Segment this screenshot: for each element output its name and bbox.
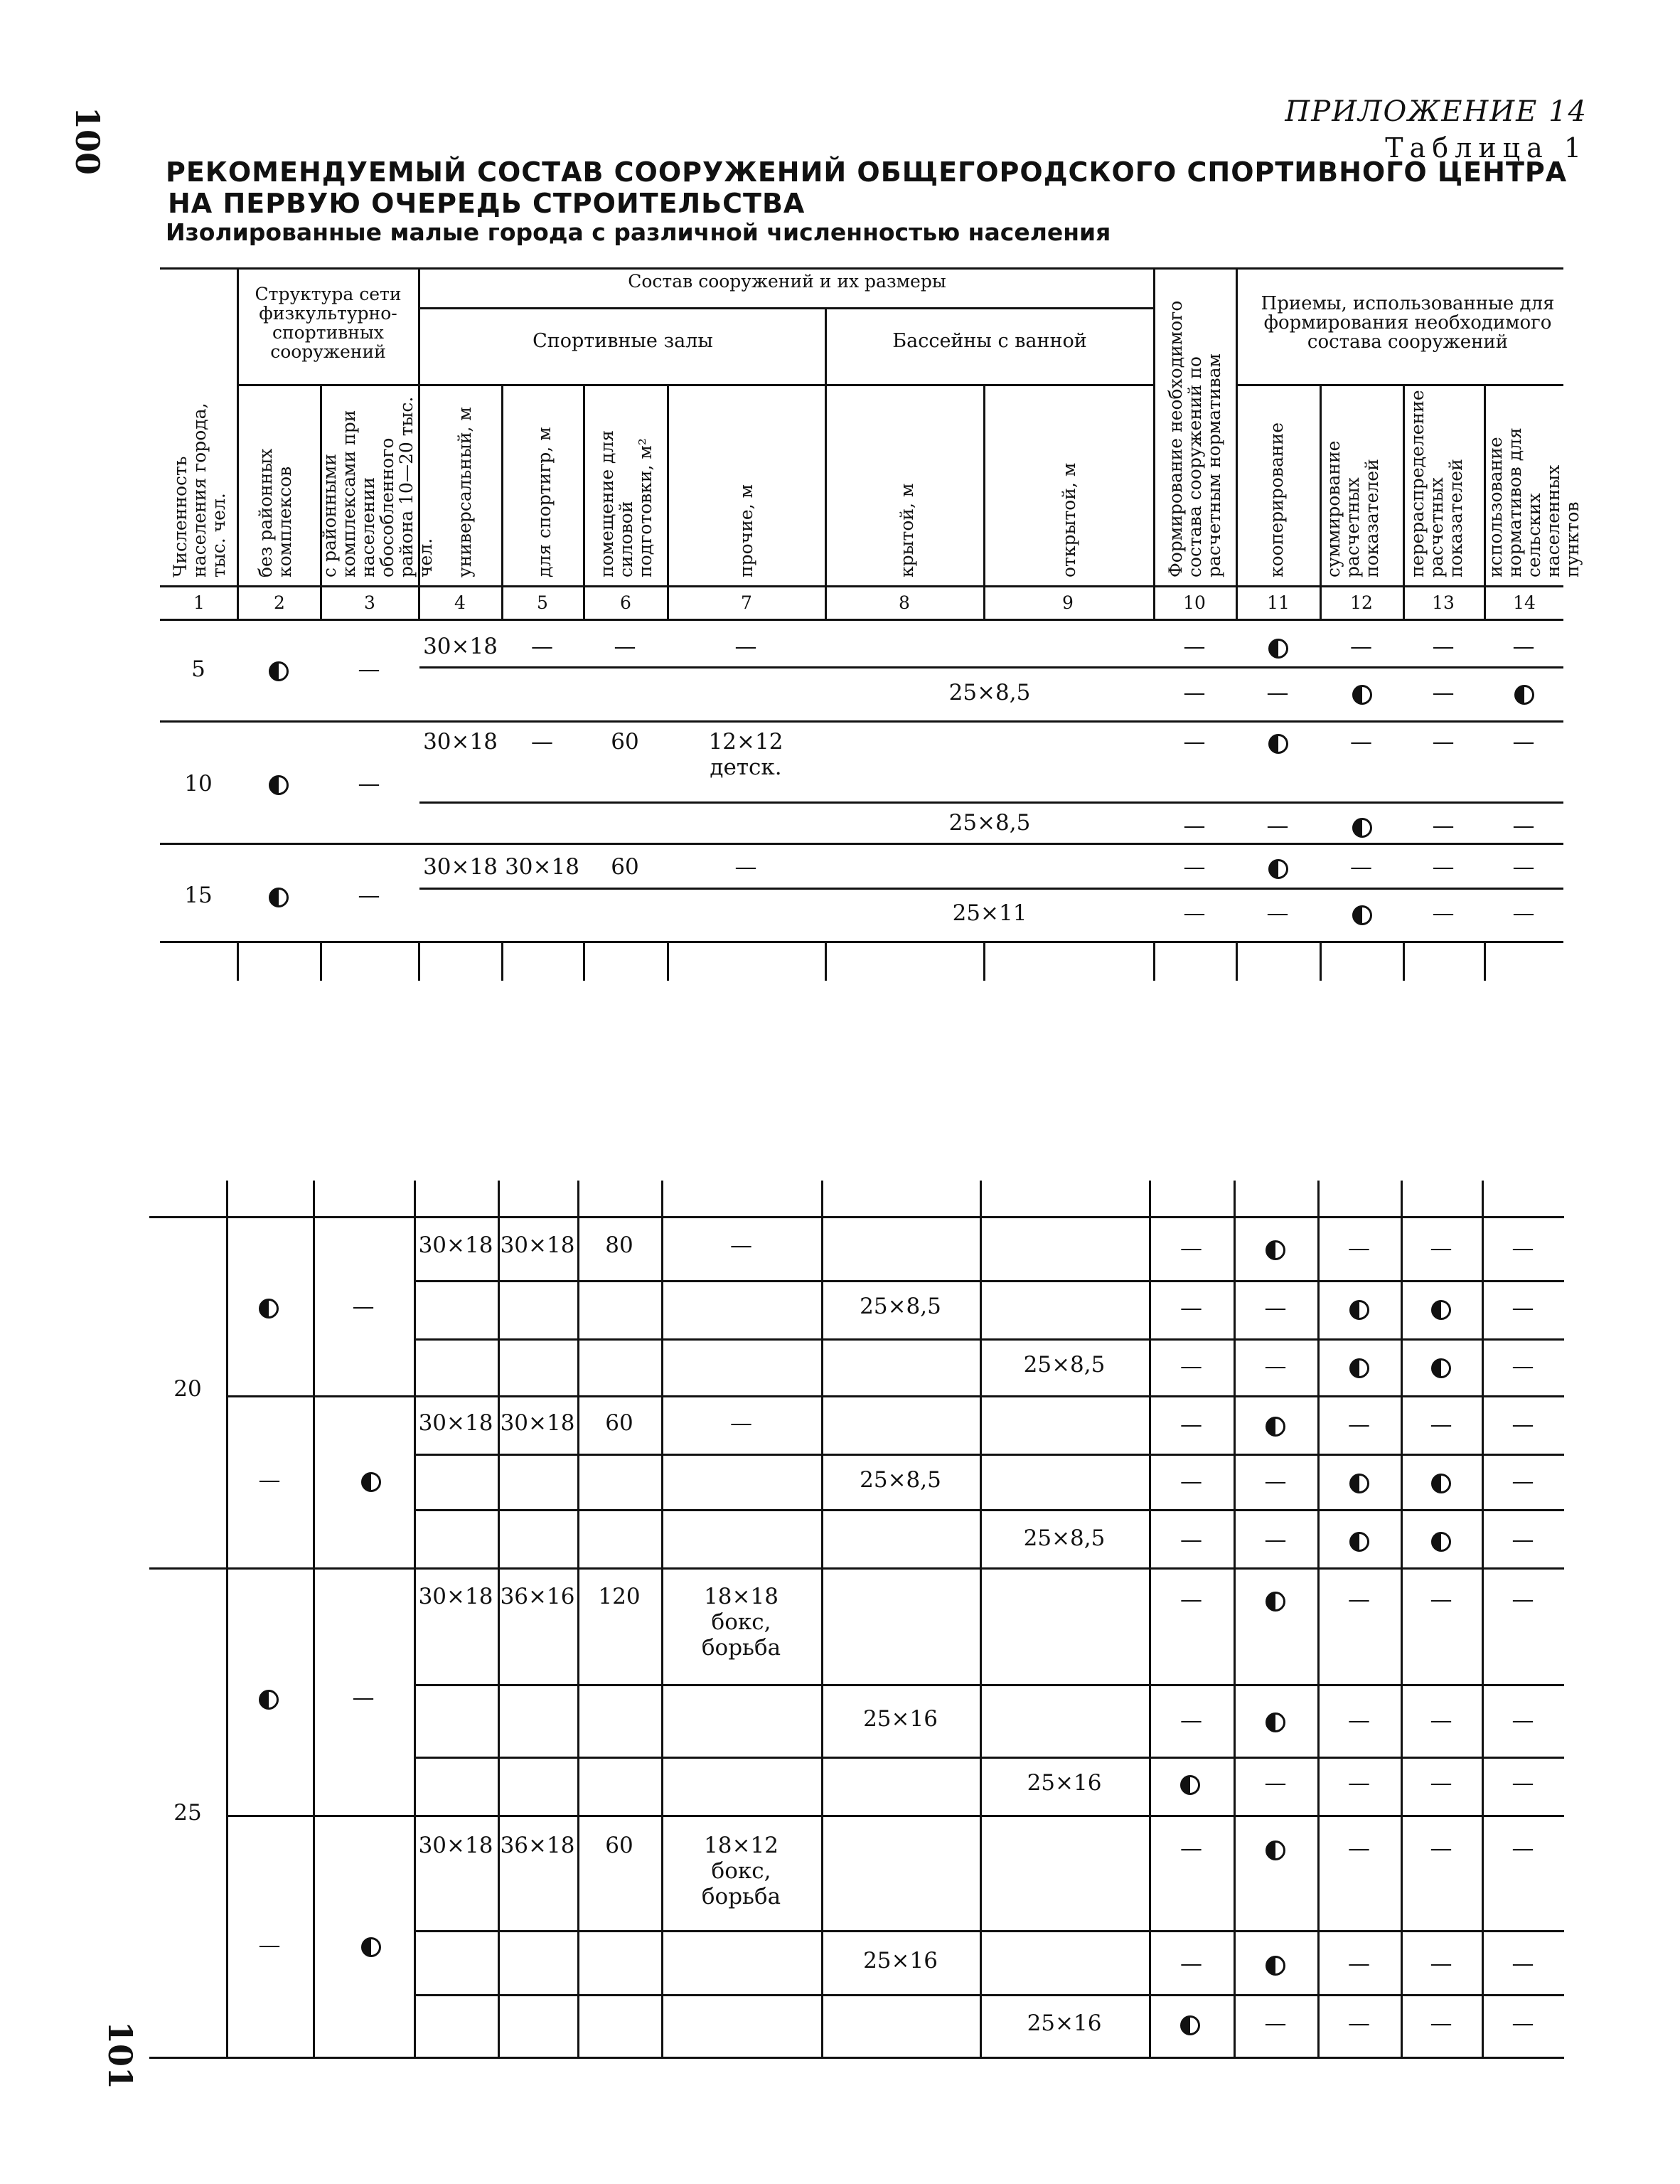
dash: — bbox=[1432, 634, 1455, 659]
dash: — bbox=[1180, 1951, 1202, 1976]
cell: 25×11 bbox=[952, 900, 1027, 926]
dash: — bbox=[1512, 1469, 1534, 1494]
col-number: 1 bbox=[193, 592, 205, 613]
dash: — bbox=[1180, 1295, 1202, 1321]
dash: — bbox=[258, 1932, 281, 1958]
half-filled-circle-icon bbox=[1268, 639, 1288, 659]
half-filled-circle-icon bbox=[269, 888, 289, 907]
cell: 30×18 bbox=[418, 1833, 493, 1858]
dash: — bbox=[258, 1467, 281, 1493]
cell: 30×18 bbox=[500, 1232, 575, 1258]
half-filled-circle-icon bbox=[1349, 1358, 1369, 1378]
col-number: 10 bbox=[1183, 592, 1206, 613]
dash: — bbox=[614, 634, 636, 659]
half-filled-circle-icon bbox=[1268, 734, 1288, 754]
dash: — bbox=[1266, 680, 1289, 705]
dash: — bbox=[1183, 854, 1206, 880]
dash: — bbox=[1266, 813, 1289, 838]
dash: — bbox=[730, 1410, 752, 1436]
col-number: 7 bbox=[741, 592, 752, 613]
dash: — bbox=[1430, 1587, 1452, 1612]
header-with-district: с районными комплексами при населении обособленного района 10—20 тыс. чел. bbox=[319, 396, 436, 577]
cell: 36×18 bbox=[500, 1833, 575, 1858]
dash: — bbox=[1264, 1353, 1287, 1379]
half-filled-circle-icon bbox=[361, 1937, 381, 1957]
header-universal: универсальный, м bbox=[454, 407, 475, 577]
cell: 30×18 bbox=[418, 1584, 493, 1609]
half-filled-circle-icon bbox=[1266, 1417, 1285, 1437]
half-filled-circle-icon bbox=[1266, 1956, 1285, 1976]
half-filled-circle-icon bbox=[1352, 905, 1372, 925]
dash: — bbox=[1183, 900, 1206, 926]
dash: — bbox=[1180, 1353, 1202, 1379]
dash: — bbox=[1512, 900, 1535, 926]
col-number: 11 bbox=[1267, 592, 1290, 613]
dash: — bbox=[1348, 1708, 1370, 1733]
half-filled-circle-icon bbox=[1349, 1300, 1369, 1320]
col-number: 13 bbox=[1432, 592, 1455, 613]
dash: — bbox=[358, 656, 380, 682]
half-filled-circle-icon bbox=[1352, 685, 1372, 705]
cell: борьба bbox=[701, 1884, 781, 1909]
population-value: 10 bbox=[184, 771, 213, 797]
dash: — bbox=[1183, 680, 1206, 705]
half-filled-circle-icon bbox=[361, 1472, 381, 1492]
cell: 12×12 bbox=[708, 729, 783, 755]
cell: 30×18 bbox=[423, 729, 498, 755]
dash: — bbox=[531, 729, 553, 755]
dash: — bbox=[1180, 1235, 1202, 1261]
cell: 30×18 bbox=[418, 1410, 493, 1436]
col-number: 9 bbox=[1062, 592, 1074, 613]
half-filled-circle-icon bbox=[1352, 818, 1372, 838]
cell: 25×8,5 bbox=[1023, 1525, 1106, 1551]
dash: — bbox=[1180, 1587, 1202, 1612]
appendix-label: ПРИЛОЖЕНИЕ 14 bbox=[1285, 95, 1588, 128]
cell: 25×8,5 bbox=[860, 1467, 941, 1493]
half-filled-circle-icon bbox=[1431, 1358, 1451, 1378]
dash: — bbox=[352, 1294, 375, 1319]
dash: — bbox=[1264, 1527, 1287, 1552]
half-filled-circle-icon bbox=[1431, 1300, 1451, 1320]
header-population: Численность населения города, тыс. чел. bbox=[170, 403, 229, 577]
dash: — bbox=[1512, 1836, 1534, 1861]
col-number: 3 bbox=[364, 592, 375, 613]
cell: 60 bbox=[611, 854, 639, 880]
cell: 25×16 bbox=[863, 1948, 938, 1973]
dash: — bbox=[1432, 680, 1455, 705]
dash: — bbox=[1430, 1235, 1452, 1261]
dash: — bbox=[1264, 1770, 1287, 1796]
dash: — bbox=[730, 1232, 752, 1258]
cell: борьба bbox=[701, 1635, 781, 1661]
dash: — bbox=[358, 771, 380, 797]
dash: — bbox=[1512, 1587, 1534, 1612]
header-composition: Состав сооружений и их размеры bbox=[628, 271, 946, 292]
dash: — bbox=[1264, 2010, 1287, 2036]
half-filled-circle-icon bbox=[259, 1299, 279, 1319]
table-label: Таблица 1 bbox=[1385, 132, 1588, 164]
dash: — bbox=[1512, 729, 1535, 755]
col-number: 2 bbox=[274, 592, 285, 613]
cell: 18×18 bbox=[704, 1584, 779, 1609]
half-filled-circle-icon bbox=[1431, 1474, 1451, 1493]
header-other: прочие, м bbox=[736, 484, 756, 577]
half-filled-circle-icon bbox=[1266, 1240, 1285, 1260]
dash: — bbox=[1180, 1469, 1202, 1494]
half-filled-circle-icon bbox=[1180, 2015, 1200, 2035]
cell: 120 bbox=[598, 1584, 641, 1609]
cell: 25×8,5 bbox=[948, 810, 1031, 836]
half-filled-circle-icon bbox=[259, 1690, 279, 1710]
cell: 80 bbox=[605, 1232, 633, 1258]
cell: 36×16 bbox=[500, 1584, 575, 1609]
half-filled-circle-icon bbox=[1349, 1474, 1369, 1493]
header-no-district: без районных комплексов bbox=[255, 448, 295, 577]
cell: 25×8,5 bbox=[1023, 1352, 1106, 1378]
population-value: 25 bbox=[173, 1800, 202, 1826]
cell: 60 bbox=[605, 1833, 633, 1858]
dash: — bbox=[1512, 634, 1535, 659]
half-filled-circle-icon bbox=[1268, 859, 1288, 879]
dash: — bbox=[1512, 1353, 1534, 1379]
half-filled-circle-icon bbox=[1266, 1841, 1285, 1860]
cell: 25×16 bbox=[1027, 1770, 1102, 1796]
dash: — bbox=[1430, 1708, 1452, 1733]
dash: — bbox=[1183, 634, 1206, 659]
dash: — bbox=[1512, 854, 1535, 880]
col-number: 4 bbox=[454, 592, 466, 613]
header-cooperation: кооперирование bbox=[1266, 422, 1287, 577]
dash: — bbox=[1512, 813, 1535, 838]
dash: — bbox=[1350, 854, 1372, 880]
dash: — bbox=[1432, 729, 1455, 755]
header-halls: Спортивные залы bbox=[533, 330, 713, 352]
dash: — bbox=[1183, 729, 1206, 755]
cell: 60 bbox=[605, 1410, 633, 1436]
dash: — bbox=[1180, 1836, 1202, 1861]
cell: бокс, bbox=[711, 1858, 771, 1884]
dash: — bbox=[1512, 1770, 1534, 1796]
dash: — bbox=[1348, 1587, 1370, 1612]
cell: 30×18 bbox=[500, 1410, 575, 1436]
dash: — bbox=[358, 883, 380, 908]
header-open: открытой, м bbox=[1059, 462, 1079, 577]
dash: — bbox=[1512, 1412, 1534, 1437]
header-strength: помещение для силовой подготовки, м² bbox=[596, 430, 656, 577]
dash: — bbox=[1350, 634, 1372, 659]
header-methods: Приемы, использованные для формирования необходимого состава сооружений bbox=[1261, 293, 1555, 353]
col-number: 5 bbox=[537, 592, 548, 613]
dash: — bbox=[1180, 1412, 1202, 1437]
header-structure: Структура сети физкультурно-спортивных сооружений bbox=[255, 284, 402, 362]
cell: 60 bbox=[611, 729, 639, 755]
dash: — bbox=[1180, 1708, 1202, 1733]
dash: — bbox=[1432, 900, 1455, 926]
half-filled-circle-icon bbox=[269, 661, 289, 681]
dash: — bbox=[1348, 1235, 1370, 1261]
dash: — bbox=[1430, 2010, 1452, 2036]
dash: — bbox=[1183, 813, 1206, 838]
dash: — bbox=[1348, 1770, 1370, 1796]
dash: — bbox=[352, 1685, 375, 1710]
col-number: 8 bbox=[899, 592, 910, 613]
table-subtitle: Изолированные малые города с различной численностью населения bbox=[166, 218, 1111, 246]
half-filled-circle-icon bbox=[1180, 1775, 1200, 1795]
dash: — bbox=[1430, 1770, 1452, 1796]
header-summation: суммирование расчетных показателей bbox=[1323, 440, 1382, 577]
col-number: 14 bbox=[1513, 592, 1536, 613]
header-covered: крытой, м bbox=[897, 483, 917, 577]
dash: — bbox=[1348, 1412, 1370, 1437]
cell: детск. bbox=[710, 755, 782, 780]
header-rural: использование нормативов для сельских населенных пунктов bbox=[1485, 427, 1583, 577]
dash: — bbox=[1264, 1295, 1287, 1321]
header-forming: Формирование необходимого состава сооружений по расчетным нормативам bbox=[1165, 300, 1224, 577]
page-number-bottom: 101 bbox=[101, 2021, 139, 2090]
page-number-top: 100 bbox=[68, 107, 107, 176]
dash: — bbox=[1432, 854, 1455, 880]
cell: 25×16 bbox=[863, 1706, 938, 1732]
dash: — bbox=[1432, 813, 1455, 838]
dash: — bbox=[1430, 1836, 1452, 1861]
half-filled-circle-icon bbox=[1266, 1592, 1285, 1612]
half-filled-circle-icon bbox=[269, 775, 289, 795]
cell: 25×8,5 bbox=[860, 1294, 941, 1319]
dash: — bbox=[1512, 1951, 1534, 1976]
half-filled-circle-icon bbox=[1266, 1712, 1285, 1732]
dash: — bbox=[734, 854, 757, 880]
dash: — bbox=[1348, 2010, 1370, 2036]
dash: — bbox=[1512, 1708, 1534, 1733]
cell: 30×18 bbox=[423, 854, 498, 880]
dash: — bbox=[1348, 1951, 1370, 1976]
table-title-line-1: РЕКОМЕНДУЕМЫЙ СОСТАВ СООРУЖЕНИЙ ОБЩЕГОРОДСКОГО СПОРТИВНОГО ЦЕНТРА bbox=[166, 156, 1568, 188]
dash: — bbox=[1430, 1412, 1452, 1437]
half-filled-circle-icon bbox=[1431, 1532, 1451, 1552]
dash: — bbox=[1512, 1527, 1534, 1552]
half-filled-circle-icon bbox=[1514, 685, 1534, 705]
header-redistribution: перераспределение расчетных показателей bbox=[1407, 390, 1466, 577]
cell: 30×18 bbox=[505, 854, 579, 880]
cell: бокс, bbox=[711, 1609, 771, 1635]
col-number: 12 bbox=[1350, 592, 1373, 613]
dash: — bbox=[734, 634, 757, 659]
cell: 30×18 bbox=[418, 1232, 493, 1258]
cell: 18×12 bbox=[704, 1833, 779, 1858]
dash: — bbox=[1512, 1235, 1534, 1261]
dash: — bbox=[1266, 900, 1289, 926]
population-value: 5 bbox=[191, 656, 205, 682]
dash: — bbox=[1512, 2010, 1534, 2036]
header-sport-games: для спортигр, м bbox=[534, 427, 555, 577]
cell: 25×8,5 bbox=[948, 680, 1031, 705]
dash: — bbox=[1512, 1295, 1534, 1321]
dash: — bbox=[1430, 1951, 1452, 1976]
header-pools: Бассейны с ванной bbox=[892, 330, 1087, 352]
population-value: 20 bbox=[173, 1376, 202, 1402]
population-value: 15 bbox=[184, 883, 213, 908]
col-number: 6 bbox=[620, 592, 631, 613]
dash: — bbox=[1264, 1469, 1287, 1494]
dash: — bbox=[1180, 1527, 1202, 1552]
half-filled-circle-icon bbox=[1349, 1532, 1369, 1552]
table-title-line-2: НА ПЕРВУЮ ОЧЕРЕДЬ СТРОИТЕЛЬСТВА bbox=[168, 188, 806, 219]
dash: — bbox=[1348, 1836, 1370, 1861]
dash: — bbox=[1350, 729, 1372, 755]
cell: 25×16 bbox=[1027, 2010, 1102, 2036]
cell: 30×18 bbox=[423, 634, 498, 659]
dash: — bbox=[531, 634, 553, 659]
